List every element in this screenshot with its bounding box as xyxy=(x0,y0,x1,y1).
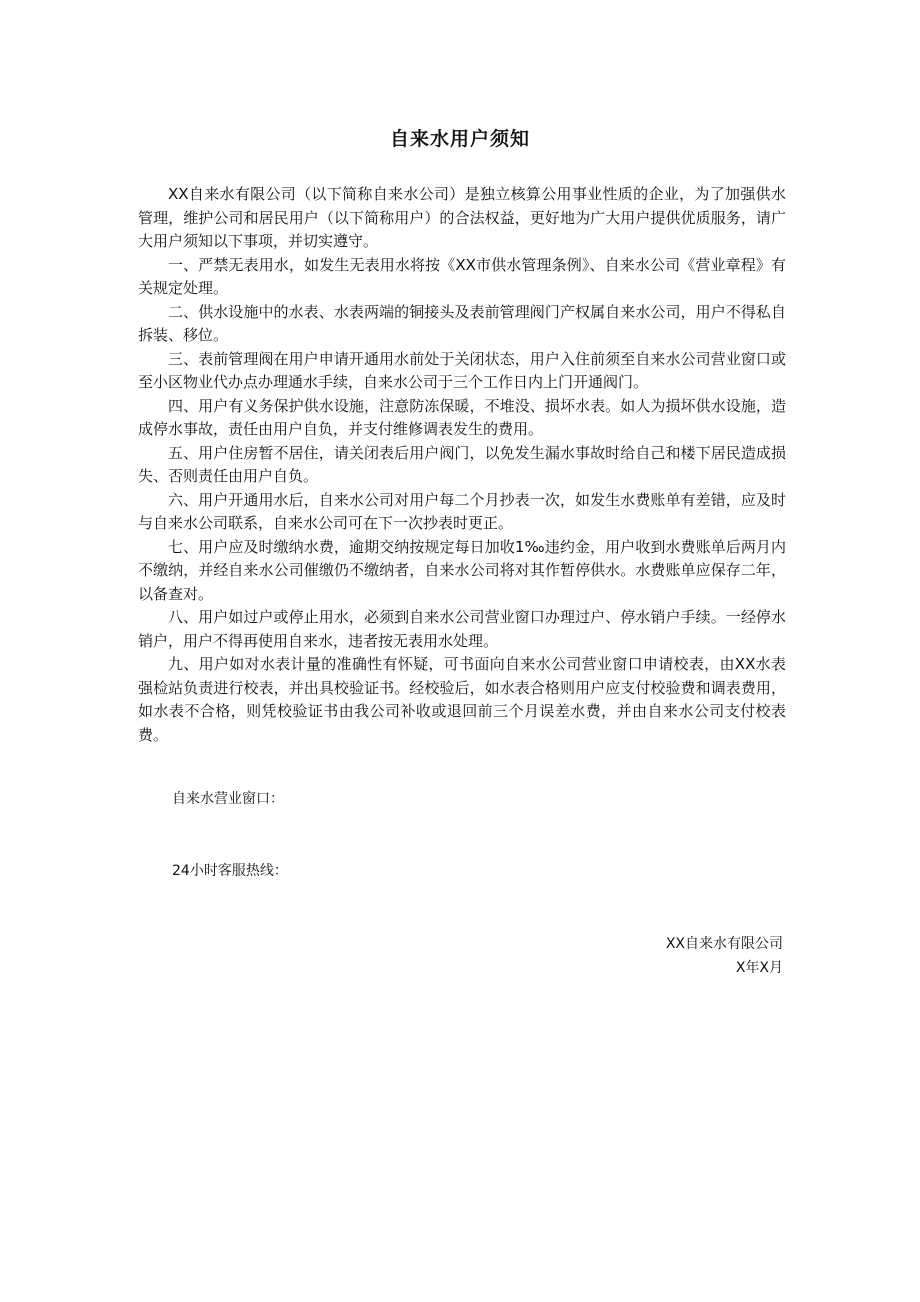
signature-block xyxy=(666,932,783,980)
notice-item-1: 一、严禁无表用水，如发生无表用水将按《XX市供水管理条例》、自来水公司《营业章程》有关规定处理。 xyxy=(138,255,786,297)
notice-item-8: 八、用户如过户或停止用水，必须到自来水公司营业窗口办理过户、停水销户手续。一经停水销户，用户不得再使用自来水，违者按无表用水处理。 xyxy=(138,608,786,650)
business-window-label: 自来水营业窗口： xyxy=(172,791,284,807)
document-title: 自来水用户须知 xyxy=(389,128,530,150)
signature-date: X年X月 xyxy=(735,960,783,976)
notice-item-4: 四、用户有义务保护供水设施，注意防冻保暖，不堆没、损坏水表。如人为损坏供水设施，造成停水事故，责任由用户自负，并支付维修调表发生的费用。 xyxy=(138,396,786,438)
intro-paragraph: XX自来水有限公司（以下简称自来水公司）是独立核算公用事业性质的企业，为了加强供水管理，维护公司和居民用户（以下简称用户）的合法权益，更好地为广大用户提供优质服务，请广大用户须知以下事项，并切实遵守。 xyxy=(138,185,786,250)
notice-item-7: 七、用户应及时缴纳水费，逾期交纳按规定每日加收1‰违约金，用户收到水费账单后两月内不缴纳，并经自来水公司催缴仍不缴纳者，自来水公司将对其作暂停供水。水费账单应保存二年，以备查对。 xyxy=(138,537,786,603)
signature-company: XX自来水有限公司 xyxy=(665,936,783,952)
notice-item-5: 五、用户住房暂不居住，请关闭表后用户阀门，以免发生漏水事故时给自己和楼下居民造成损失、否则责任由用户自负。 xyxy=(138,443,786,485)
notice-item-2: 二、供水设施中的水表、水表两端的铜接头及表前管理阀门产权属自来水公司，用户不得私自拆装、移位。 xyxy=(138,302,786,344)
document-body xyxy=(138,183,786,747)
hotline-label: 24小时客服热线： xyxy=(172,863,288,879)
notice-item-9: 九、用户如对水表计量的准确性有怀疑，可书面向自来水公司营业窗口申请校表，由XX水表强检站负责进行校表，并出具校验证书。经校验后，如水表合格则用户应支付校验费和调表费用，如水表不合格，则凭校验证书由我公司补收或退回前三个月误差水费，并由自来水公司支付校表费。 xyxy=(138,655,786,744)
notice-item-6: 六、用户开通用水后，自来水公司对用户每二个月抄表一次，如发生水费账单有差错，应及时与自来水公司联系，自来水公司可在下一次抄表时更正。 xyxy=(138,490,786,532)
notice-item-3: 三、表前管理阀在用户申请开通用水前处于关闭状态，用户入住前须至自来水公司营业窗口或至小区物业代办点办理通水手续，自来水公司于三个工作日内上门开通阀门。 xyxy=(138,349,786,391)
